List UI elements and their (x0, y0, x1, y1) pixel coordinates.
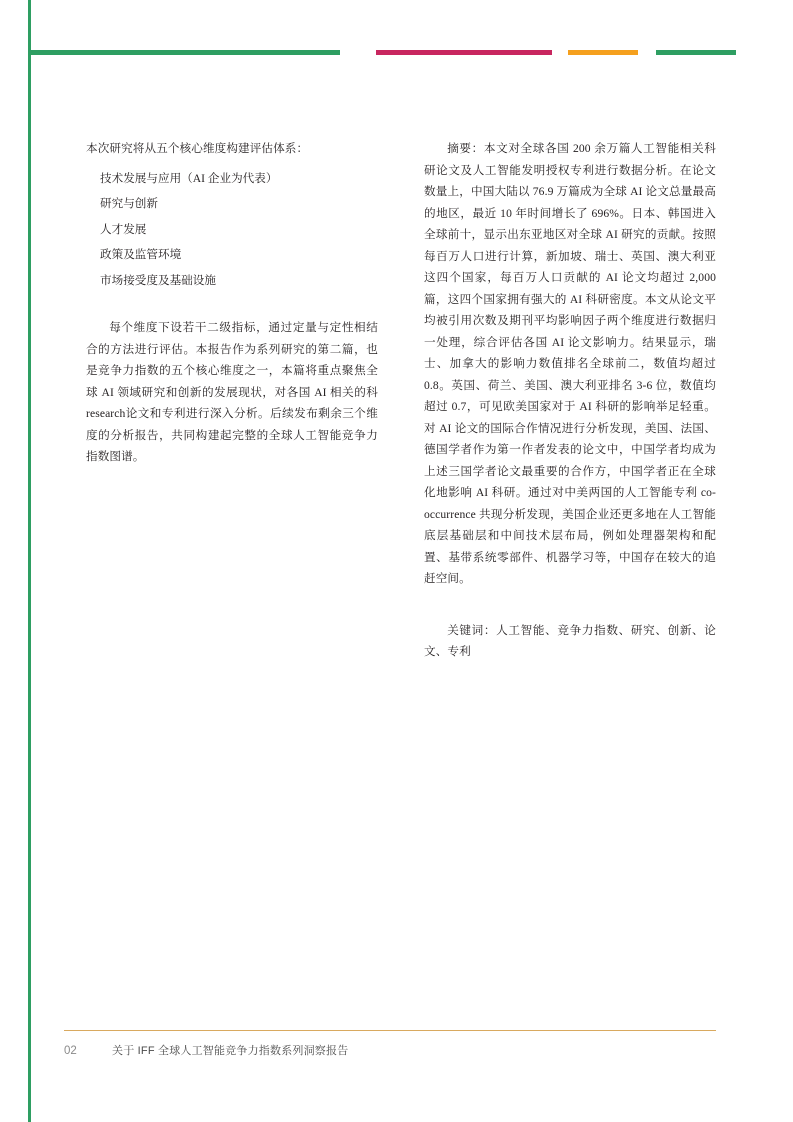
page-footer (64, 1042, 724, 1058)
top-bar-segment-pink (376, 50, 552, 55)
page-left-accent-rule (28, 0, 31, 1122)
top-bar-segment-orange (568, 50, 638, 55)
list-item: 政策及监管环境 (100, 248, 182, 261)
two-column-body (86, 138, 716, 663)
top-bar-segment-green (28, 50, 340, 55)
abstract-text: 本文对全球各国 200 余万篇人工智能相关科研论文及人工智能发明授权专利进行数据分析。在论文数量上，中国大陆以 76.9 万篇成为全球 AI 论文总量最高的地区，最近 10 年时间增长了 696%。日本、韩国进入全球前十，显示出东亚地区对全球 AI 研究的贡献。按照每百万人口进行计算，新加坡、瑞士、英国、澳大利亚这四个国家，每百万人口贡献的 AI 论文均超过 2,000 篇，这四个国家拥有强大的 AI 科研密度。本文从论文平均被引用次数及期刊平均影响因子两个维度进行数据归一处理，综合评估各国 AI 论文影响力。结果显示，瑞士、加拿大的影响力数值排名全球前二，数值均超过 0.8。英国、荷兰、美国、澳大利亚排名 3-6 位，数值均超过 0.7，可见欧美国家对于 AI 科研的影响举足轻重。对 AI 论文的国际合作情况进行分析发现，美国、法国、德国学者作为第一作者发表的论文中，中国学者均成为上述三国学者论文最重要的合作方，中国学者正在全球化地影响 AI 科研。通过对中美两国的人工智能专利 co-occurrence 共现分析发现，美国企业还更多地在人工智能底层基础层和中间技术层布局，例如处理器架构和配置、基带系统零部件、机器学习等，中国存在较大的追赶空间。 (424, 142, 716, 585)
list-item: 研究与创新 (100, 197, 158, 210)
top-color-bars (28, 50, 736, 55)
top-bar-segment-green-2 (656, 50, 736, 55)
list-item: 技术发展与应用（AI 企业为代表） (100, 171, 278, 185)
list-item: 市场接受度及基础设施 (100, 273, 216, 287)
page-number: 02 (64, 1045, 77, 1057)
evaluation-system-lead: 本次研究将从五个核心维度构建评估体系： (86, 142, 309, 155)
abstract-paragraph (424, 138, 716, 590)
keywords-text: 人工智能、竞争力指数、研究、创新、论文、专利 (424, 623, 716, 658)
keywords-label: 关键词： (447, 623, 497, 637)
abstract-label: 摘要： (447, 142, 484, 155)
dimension-list (86, 166, 378, 294)
keywords-paragraph (424, 620, 716, 663)
list-item: 人才发展 (100, 222, 147, 236)
footer-report-title: 关于 IFF 全球人工智能竞争力指数系列洞察报告 (112, 1045, 349, 1057)
left-column-paragraph: 每个维度下设若干二级指标，通过定量与定性相结合的方法进行评估。本报告作为系列研究的第二篇，也是竞争力指数的五个核心维度之一，本篇将重点聚焦全球 AI 领域研究和创新的发展现状，对各国 AI 相关的科research论文和专利进行深入分析。后续发布剩余三个维度的分析报告，共同构建起完整的全球人工智能竞争力指数图谱。 (86, 321, 378, 463)
right-column (424, 138, 716, 663)
footer-divider (64, 1030, 716, 1031)
left-column (86, 138, 378, 663)
